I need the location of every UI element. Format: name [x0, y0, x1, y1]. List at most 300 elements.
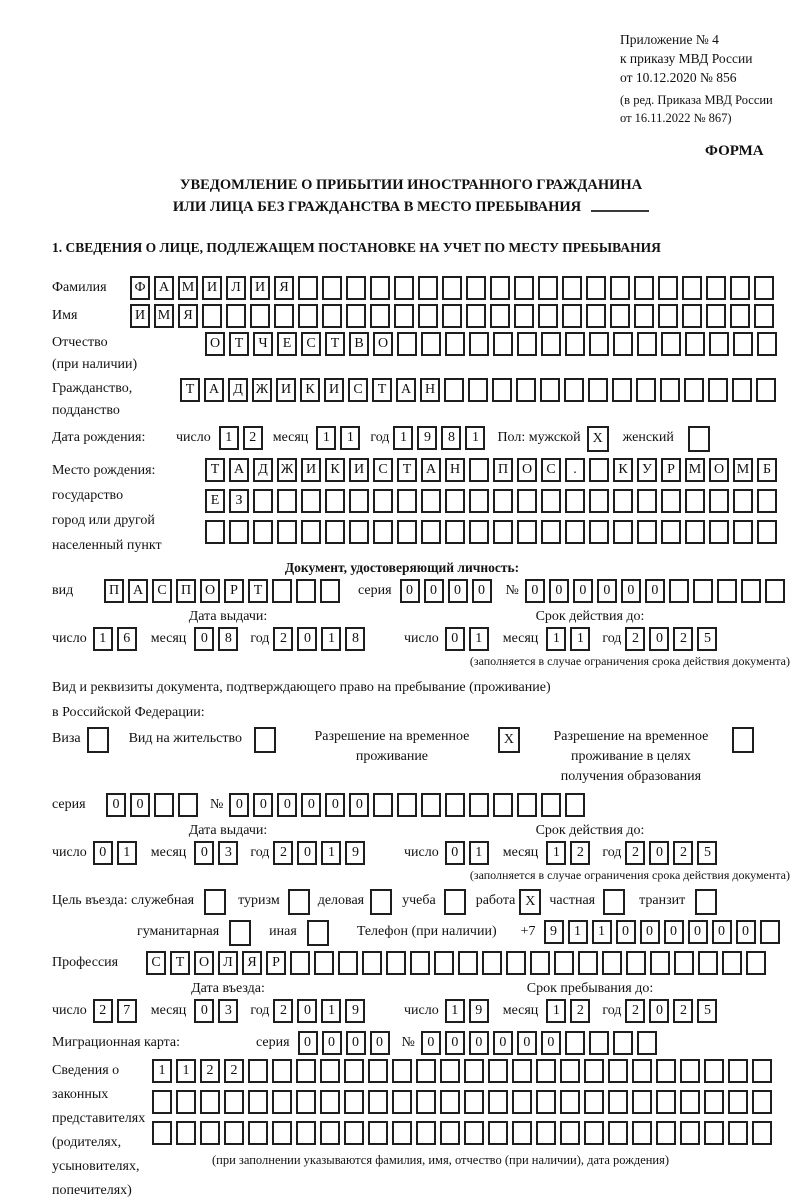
char-cell[interactable]: П [176, 579, 196, 603]
char-cell[interactable] [516, 378, 536, 402]
char-cell[interactable]: 0 [194, 627, 214, 651]
char-cell[interactable]: 0 [616, 920, 636, 944]
char-cell[interactable]: 0 [445, 1031, 465, 1055]
char-cell[interactable]: 1 [321, 627, 341, 651]
char-cell[interactable] [288, 889, 310, 915]
char-cell[interactable]: 0 [541, 1031, 561, 1055]
char-cell[interactable] [368, 1059, 388, 1083]
char-cell[interactable] [517, 489, 537, 513]
char-cell[interactable] [440, 1121, 460, 1145]
char-cell[interactable]: 5 [697, 627, 717, 651]
char-cell[interactable]: 1 [570, 627, 590, 651]
char-cell[interactable]: 9 [544, 920, 564, 944]
char-cell[interactable] [685, 520, 705, 544]
char-cell[interactable] [565, 332, 585, 356]
char-cell[interactable] [346, 276, 366, 300]
char-cell[interactable]: 2 [570, 999, 590, 1023]
char-cell[interactable]: Т [229, 332, 249, 356]
char-cell[interactable]: Я [274, 276, 294, 300]
char-cell[interactable] [658, 304, 678, 328]
char-cell[interactable] [468, 378, 488, 402]
char-cell[interactable]: Т [205, 458, 225, 482]
char-cell[interactable]: Т [397, 458, 417, 482]
char-cell[interactable] [632, 1059, 652, 1083]
char-cell[interactable]: И [202, 276, 222, 300]
char-cell[interactable] [320, 1090, 340, 1114]
char-cell[interactable] [565, 489, 585, 513]
char-cell[interactable] [349, 520, 369, 544]
char-cell[interactable] [650, 951, 670, 975]
char-cell[interactable] [325, 520, 345, 544]
char-cell[interactable]: П [493, 458, 513, 482]
char-cell[interactable]: 1 [546, 999, 566, 1023]
char-cell[interactable] [397, 332, 417, 356]
char-cell[interactable] [632, 1121, 652, 1145]
char-cell[interactable] [752, 1090, 772, 1114]
char-cell[interactable] [488, 1059, 508, 1083]
char-cell[interactable] [754, 304, 774, 328]
char-cell[interactable] [370, 304, 390, 328]
char-cell[interactable]: 1 [393, 426, 413, 450]
char-cell[interactable]: 0 [349, 793, 369, 817]
char-cell[interactable] [660, 378, 680, 402]
char-cell[interactable] [373, 793, 393, 817]
char-cell[interactable] [488, 1090, 508, 1114]
char-cell[interactable] [296, 579, 316, 603]
char-cell[interactable]: И [349, 458, 369, 482]
char-cell[interactable] [722, 951, 742, 975]
char-cell[interactable] [634, 276, 654, 300]
char-cell[interactable] [554, 951, 574, 975]
char-cell[interactable] [517, 793, 537, 817]
char-cell[interactable]: С [152, 579, 172, 603]
char-cell[interactable] [229, 920, 251, 946]
char-cell[interactable]: И [250, 276, 270, 300]
char-cell[interactable]: 7 [117, 999, 137, 1023]
char-cell[interactable] [296, 1059, 316, 1083]
char-cell[interactable] [733, 332, 753, 356]
char-cell[interactable] [746, 951, 766, 975]
char-cell[interactable] [320, 1121, 340, 1145]
char-cell[interactable]: Я [242, 951, 262, 975]
char-cell[interactable] [296, 1090, 316, 1114]
char-cell[interactable] [416, 1090, 436, 1114]
char-cell[interactable] [613, 332, 633, 356]
char-cell[interactable]: 0 [645, 579, 665, 603]
char-cell[interactable] [765, 579, 785, 603]
char-cell[interactable]: 1 [546, 627, 566, 651]
char-cell[interactable] [693, 579, 713, 603]
char-cell[interactable] [756, 378, 776, 402]
char-cell[interactable] [661, 520, 681, 544]
char-cell[interactable] [320, 579, 340, 603]
char-cell[interactable]: Е [277, 332, 297, 356]
char-cell[interactable]: 9 [417, 426, 437, 450]
char-cell[interactable] [298, 304, 318, 328]
char-cell[interactable] [586, 304, 606, 328]
char-cell[interactable]: 2 [273, 841, 293, 865]
char-cell[interactable] [512, 1059, 532, 1083]
char-cell[interactable]: 1 [321, 841, 341, 865]
char-cell[interactable] [392, 1059, 412, 1083]
char-cell[interactable]: 1 [117, 841, 137, 865]
char-cell[interactable] [562, 304, 582, 328]
char-cell[interactable] [176, 1090, 196, 1114]
char-cell[interactable] [444, 378, 464, 402]
char-cell[interactable] [661, 489, 681, 513]
char-cell[interactable] [757, 489, 777, 513]
char-cell[interactable] [732, 378, 752, 402]
char-cell[interactable] [314, 951, 334, 975]
char-cell[interactable]: 0 [472, 579, 492, 603]
char-cell[interactable] [706, 304, 726, 328]
char-cell[interactable] [741, 579, 761, 603]
char-cell[interactable] [728, 1121, 748, 1145]
char-cell[interactable] [226, 304, 246, 328]
char-cell[interactable]: Б [757, 458, 777, 482]
char-cell[interactable] [248, 1121, 268, 1145]
char-cell[interactable] [204, 889, 226, 915]
char-cell[interactable] [608, 1090, 628, 1114]
char-cell[interactable] [656, 1121, 676, 1145]
char-cell[interactable]: М [178, 276, 198, 300]
char-cell[interactable] [370, 276, 390, 300]
char-cell[interactable] [445, 793, 465, 817]
char-cell[interactable] [397, 489, 417, 513]
char-cell[interactable] [586, 276, 606, 300]
char-cell[interactable] [541, 489, 561, 513]
char-cell[interactable] [728, 1059, 748, 1083]
char-cell[interactable]: 0 [194, 999, 214, 1023]
char-cell[interactable] [695, 889, 717, 915]
char-cell[interactable]: 5 [697, 999, 717, 1023]
char-cell[interactable]: 0 [549, 579, 569, 603]
char-cell[interactable] [512, 1121, 532, 1145]
char-cell[interactable] [637, 489, 657, 513]
char-cell[interactable] [490, 304, 510, 328]
char-cell[interactable] [506, 951, 526, 975]
char-cell[interactable]: 0 [493, 1031, 513, 1055]
char-cell[interactable] [421, 793, 441, 817]
char-cell[interactable] [344, 1059, 364, 1083]
char-cell[interactable] [588, 378, 608, 402]
char-cell[interactable] [488, 1121, 508, 1145]
char-cell[interactable] [298, 276, 318, 300]
char-cell[interactable]: 0 [370, 1031, 390, 1055]
char-cell[interactable] [301, 489, 321, 513]
char-cell[interactable] [589, 332, 609, 356]
char-cell[interactable]: 2 [625, 999, 645, 1023]
char-cell[interactable]: 0 [194, 841, 214, 865]
char-cell[interactable] [248, 1090, 268, 1114]
char-cell[interactable]: 2 [273, 627, 293, 651]
char-cell[interactable] [272, 1090, 292, 1114]
char-cell[interactable]: 0 [325, 793, 345, 817]
char-cell[interactable] [728, 1090, 748, 1114]
char-cell[interactable] [492, 378, 512, 402]
char-cell[interactable]: 6 [117, 627, 137, 651]
char-cell[interactable]: 0 [130, 793, 150, 817]
char-cell[interactable]: Я [178, 304, 198, 328]
char-cell[interactable]: 0 [640, 920, 660, 944]
char-cell[interactable]: С [348, 378, 368, 402]
char-cell[interactable] [584, 1090, 604, 1114]
char-cell[interactable] [584, 1059, 604, 1083]
char-cell[interactable]: 0 [253, 793, 273, 817]
char-cell[interactable] [632, 1090, 652, 1114]
char-cell[interactable] [752, 1059, 772, 1083]
char-cell[interactable]: К [300, 378, 320, 402]
char-cell[interactable] [248, 1059, 268, 1083]
char-cell[interactable]: Л [218, 951, 238, 975]
char-cell[interactable] [176, 1121, 196, 1145]
char-cell[interactable]: О [709, 458, 729, 482]
char-cell[interactable]: 2 [224, 1059, 244, 1083]
char-cell[interactable]: 0 [525, 579, 545, 603]
char-cell[interactable] [560, 1059, 580, 1083]
char-cell[interactable]: X [519, 889, 541, 915]
char-cell[interactable]: 2 [673, 841, 693, 865]
char-cell[interactable] [636, 378, 656, 402]
char-cell[interactable] [514, 304, 534, 328]
char-cell[interactable]: О [205, 332, 225, 356]
char-cell[interactable] [154, 793, 174, 817]
char-cell[interactable] [541, 520, 561, 544]
char-cell[interactable] [704, 1090, 724, 1114]
char-cell[interactable]: Т [248, 579, 268, 603]
char-cell[interactable]: 2 [243, 426, 263, 450]
char-cell[interactable] [608, 1121, 628, 1145]
char-cell[interactable]: 2 [273, 999, 293, 1023]
char-cell[interactable] [757, 520, 777, 544]
char-cell[interactable] [564, 378, 584, 402]
char-cell[interactable]: 2 [570, 841, 590, 865]
char-cell[interactable] [565, 793, 585, 817]
char-cell[interactable]: Ж [252, 378, 272, 402]
char-cell[interactable] [536, 1121, 556, 1145]
char-cell[interactable]: 0 [688, 920, 708, 944]
char-cell[interactable] [610, 304, 630, 328]
char-cell[interactable]: 0 [106, 793, 126, 817]
char-cell[interactable]: Е [205, 489, 225, 513]
char-cell[interactable] [704, 1121, 724, 1145]
char-cell[interactable]: 1 [152, 1059, 172, 1083]
char-cell[interactable] [589, 489, 609, 513]
char-cell[interactable]: 0 [649, 841, 669, 865]
char-cell[interactable] [493, 332, 513, 356]
char-cell[interactable] [386, 951, 406, 975]
char-cell[interactable]: 0 [597, 579, 617, 603]
char-cell[interactable]: 1 [219, 426, 239, 450]
char-cell[interactable]: В [349, 332, 369, 356]
char-cell[interactable]: 0 [445, 841, 465, 865]
char-cell[interactable]: Н [445, 458, 465, 482]
char-cell[interactable] [757, 332, 777, 356]
char-cell[interactable] [445, 489, 465, 513]
char-cell[interactable] [152, 1090, 172, 1114]
char-cell[interactable] [373, 520, 393, 544]
char-cell[interactable] [344, 1090, 364, 1114]
char-cell[interactable]: 1 [316, 426, 336, 450]
char-cell[interactable]: X [587, 426, 609, 452]
char-cell[interactable]: А [204, 378, 224, 402]
char-cell[interactable] [674, 951, 694, 975]
char-cell[interactable] [752, 1121, 772, 1145]
char-cell[interactable]: 0 [322, 1031, 342, 1055]
char-cell[interactable]: 0 [649, 999, 669, 1023]
char-cell[interactable]: 0 [421, 1031, 441, 1055]
char-cell[interactable]: Н [420, 378, 440, 402]
char-cell[interactable] [493, 489, 513, 513]
char-cell[interactable] [464, 1090, 484, 1114]
char-cell[interactable]: Т [180, 378, 200, 402]
char-cell[interactable] [730, 276, 750, 300]
char-cell[interactable] [178, 793, 198, 817]
char-cell[interactable]: 2 [200, 1059, 220, 1083]
char-cell[interactable] [680, 1059, 700, 1083]
char-cell[interactable] [562, 276, 582, 300]
char-cell[interactable]: О [200, 579, 220, 603]
char-cell[interactable] [224, 1090, 244, 1114]
char-cell[interactable]: 1 [469, 627, 489, 651]
char-cell[interactable] [536, 1090, 556, 1114]
char-cell[interactable] [709, 489, 729, 513]
char-cell[interactable] [253, 489, 273, 513]
char-cell[interactable] [626, 951, 646, 975]
char-cell[interactable] [368, 1121, 388, 1145]
char-cell[interactable]: X [498, 727, 520, 753]
char-cell[interactable] [392, 1121, 412, 1145]
char-cell[interactable] [421, 489, 441, 513]
char-cell[interactable]: 0 [301, 793, 321, 817]
char-cell[interactable]: К [325, 458, 345, 482]
char-cell[interactable] [205, 520, 225, 544]
char-cell[interactable]: 8 [345, 627, 365, 651]
char-cell[interactable]: Р [266, 951, 286, 975]
char-cell[interactable] [253, 520, 273, 544]
char-cell[interactable] [200, 1121, 220, 1145]
char-cell[interactable] [709, 332, 729, 356]
char-cell[interactable] [656, 1090, 676, 1114]
char-cell[interactable] [338, 951, 358, 975]
char-cell[interactable] [514, 276, 534, 300]
char-cell[interactable]: 1 [176, 1059, 196, 1083]
char-cell[interactable] [637, 1031, 657, 1055]
char-cell[interactable] [224, 1121, 244, 1145]
char-cell[interactable]: М [154, 304, 174, 328]
char-cell[interactable] [394, 304, 414, 328]
char-cell[interactable] [418, 276, 438, 300]
char-cell[interactable]: Р [661, 458, 681, 482]
char-cell[interactable]: О [517, 458, 537, 482]
char-cell[interactable] [307, 920, 329, 946]
char-cell[interactable] [464, 1059, 484, 1083]
char-cell[interactable] [589, 1031, 609, 1055]
char-cell[interactable] [445, 520, 465, 544]
char-cell[interactable]: 9 [345, 841, 365, 865]
char-cell[interactable] [272, 1121, 292, 1145]
char-cell[interactable] [444, 889, 466, 915]
char-cell[interactable]: 0 [712, 920, 732, 944]
char-cell[interactable]: . [565, 458, 585, 482]
char-cell[interactable] [440, 1059, 460, 1083]
char-cell[interactable]: И [276, 378, 296, 402]
char-cell[interactable]: Ф [130, 276, 150, 300]
char-cell[interactable] [637, 332, 657, 356]
char-cell[interactable]: 8 [441, 426, 461, 450]
char-cell[interactable]: 0 [229, 793, 249, 817]
char-cell[interactable] [512, 1090, 532, 1114]
char-cell[interactable] [760, 920, 780, 944]
char-cell[interactable]: Р [224, 579, 244, 603]
char-cell[interactable]: 1 [546, 841, 566, 865]
char-cell[interactable]: О [373, 332, 393, 356]
char-cell[interactable] [656, 1059, 676, 1083]
char-cell[interactable]: 0 [346, 1031, 366, 1055]
char-cell[interactable] [608, 1059, 628, 1083]
char-cell[interactable] [322, 276, 342, 300]
char-cell[interactable]: 2 [673, 999, 693, 1023]
char-cell[interactable]: 0 [573, 579, 593, 603]
char-cell[interactable] [530, 951, 550, 975]
char-cell[interactable]: 0 [424, 579, 444, 603]
char-cell[interactable] [418, 304, 438, 328]
char-cell[interactable] [578, 951, 598, 975]
char-cell[interactable] [277, 520, 297, 544]
char-cell[interactable]: Ч [253, 332, 273, 356]
char-cell[interactable] [346, 304, 366, 328]
char-cell[interactable]: И [130, 304, 150, 328]
char-cell[interactable] [200, 1090, 220, 1114]
char-cell[interactable] [560, 1090, 580, 1114]
char-cell[interactable] [613, 489, 633, 513]
char-cell[interactable]: 9 [469, 999, 489, 1023]
char-cell[interactable] [517, 332, 537, 356]
char-cell[interactable]: С [373, 458, 393, 482]
char-cell[interactable] [540, 378, 560, 402]
char-cell[interactable]: 2 [93, 999, 113, 1023]
char-cell[interactable] [610, 276, 630, 300]
char-cell[interactable] [421, 520, 441, 544]
char-cell[interactable] [634, 304, 654, 328]
char-cell[interactable] [602, 951, 622, 975]
char-cell[interactable]: 0 [621, 579, 641, 603]
char-cell[interactable] [565, 1031, 585, 1055]
char-cell[interactable] [229, 520, 249, 544]
char-cell[interactable] [658, 276, 678, 300]
char-cell[interactable]: 1 [465, 426, 485, 450]
char-cell[interactable] [277, 489, 297, 513]
char-cell[interactable] [536, 1059, 556, 1083]
char-cell[interactable]: 1 [445, 999, 465, 1023]
char-cell[interactable] [704, 1059, 724, 1083]
char-cell[interactable] [290, 951, 310, 975]
char-cell[interactable] [517, 520, 537, 544]
char-cell[interactable]: Т [372, 378, 392, 402]
char-cell[interactable] [272, 579, 292, 603]
char-cell[interactable]: А [154, 276, 174, 300]
char-cell[interactable]: 0 [297, 999, 317, 1023]
char-cell[interactable]: 2 [625, 841, 645, 865]
char-cell[interactable]: А [229, 458, 249, 482]
char-cell[interactable]: С [146, 951, 166, 975]
char-cell[interactable]: 0 [93, 841, 113, 865]
char-cell[interactable]: 1 [568, 920, 588, 944]
char-cell[interactable]: 0 [649, 627, 669, 651]
char-cell[interactable] [296, 1121, 316, 1145]
char-cell[interactable]: 1 [340, 426, 360, 450]
char-cell[interactable] [589, 458, 609, 482]
